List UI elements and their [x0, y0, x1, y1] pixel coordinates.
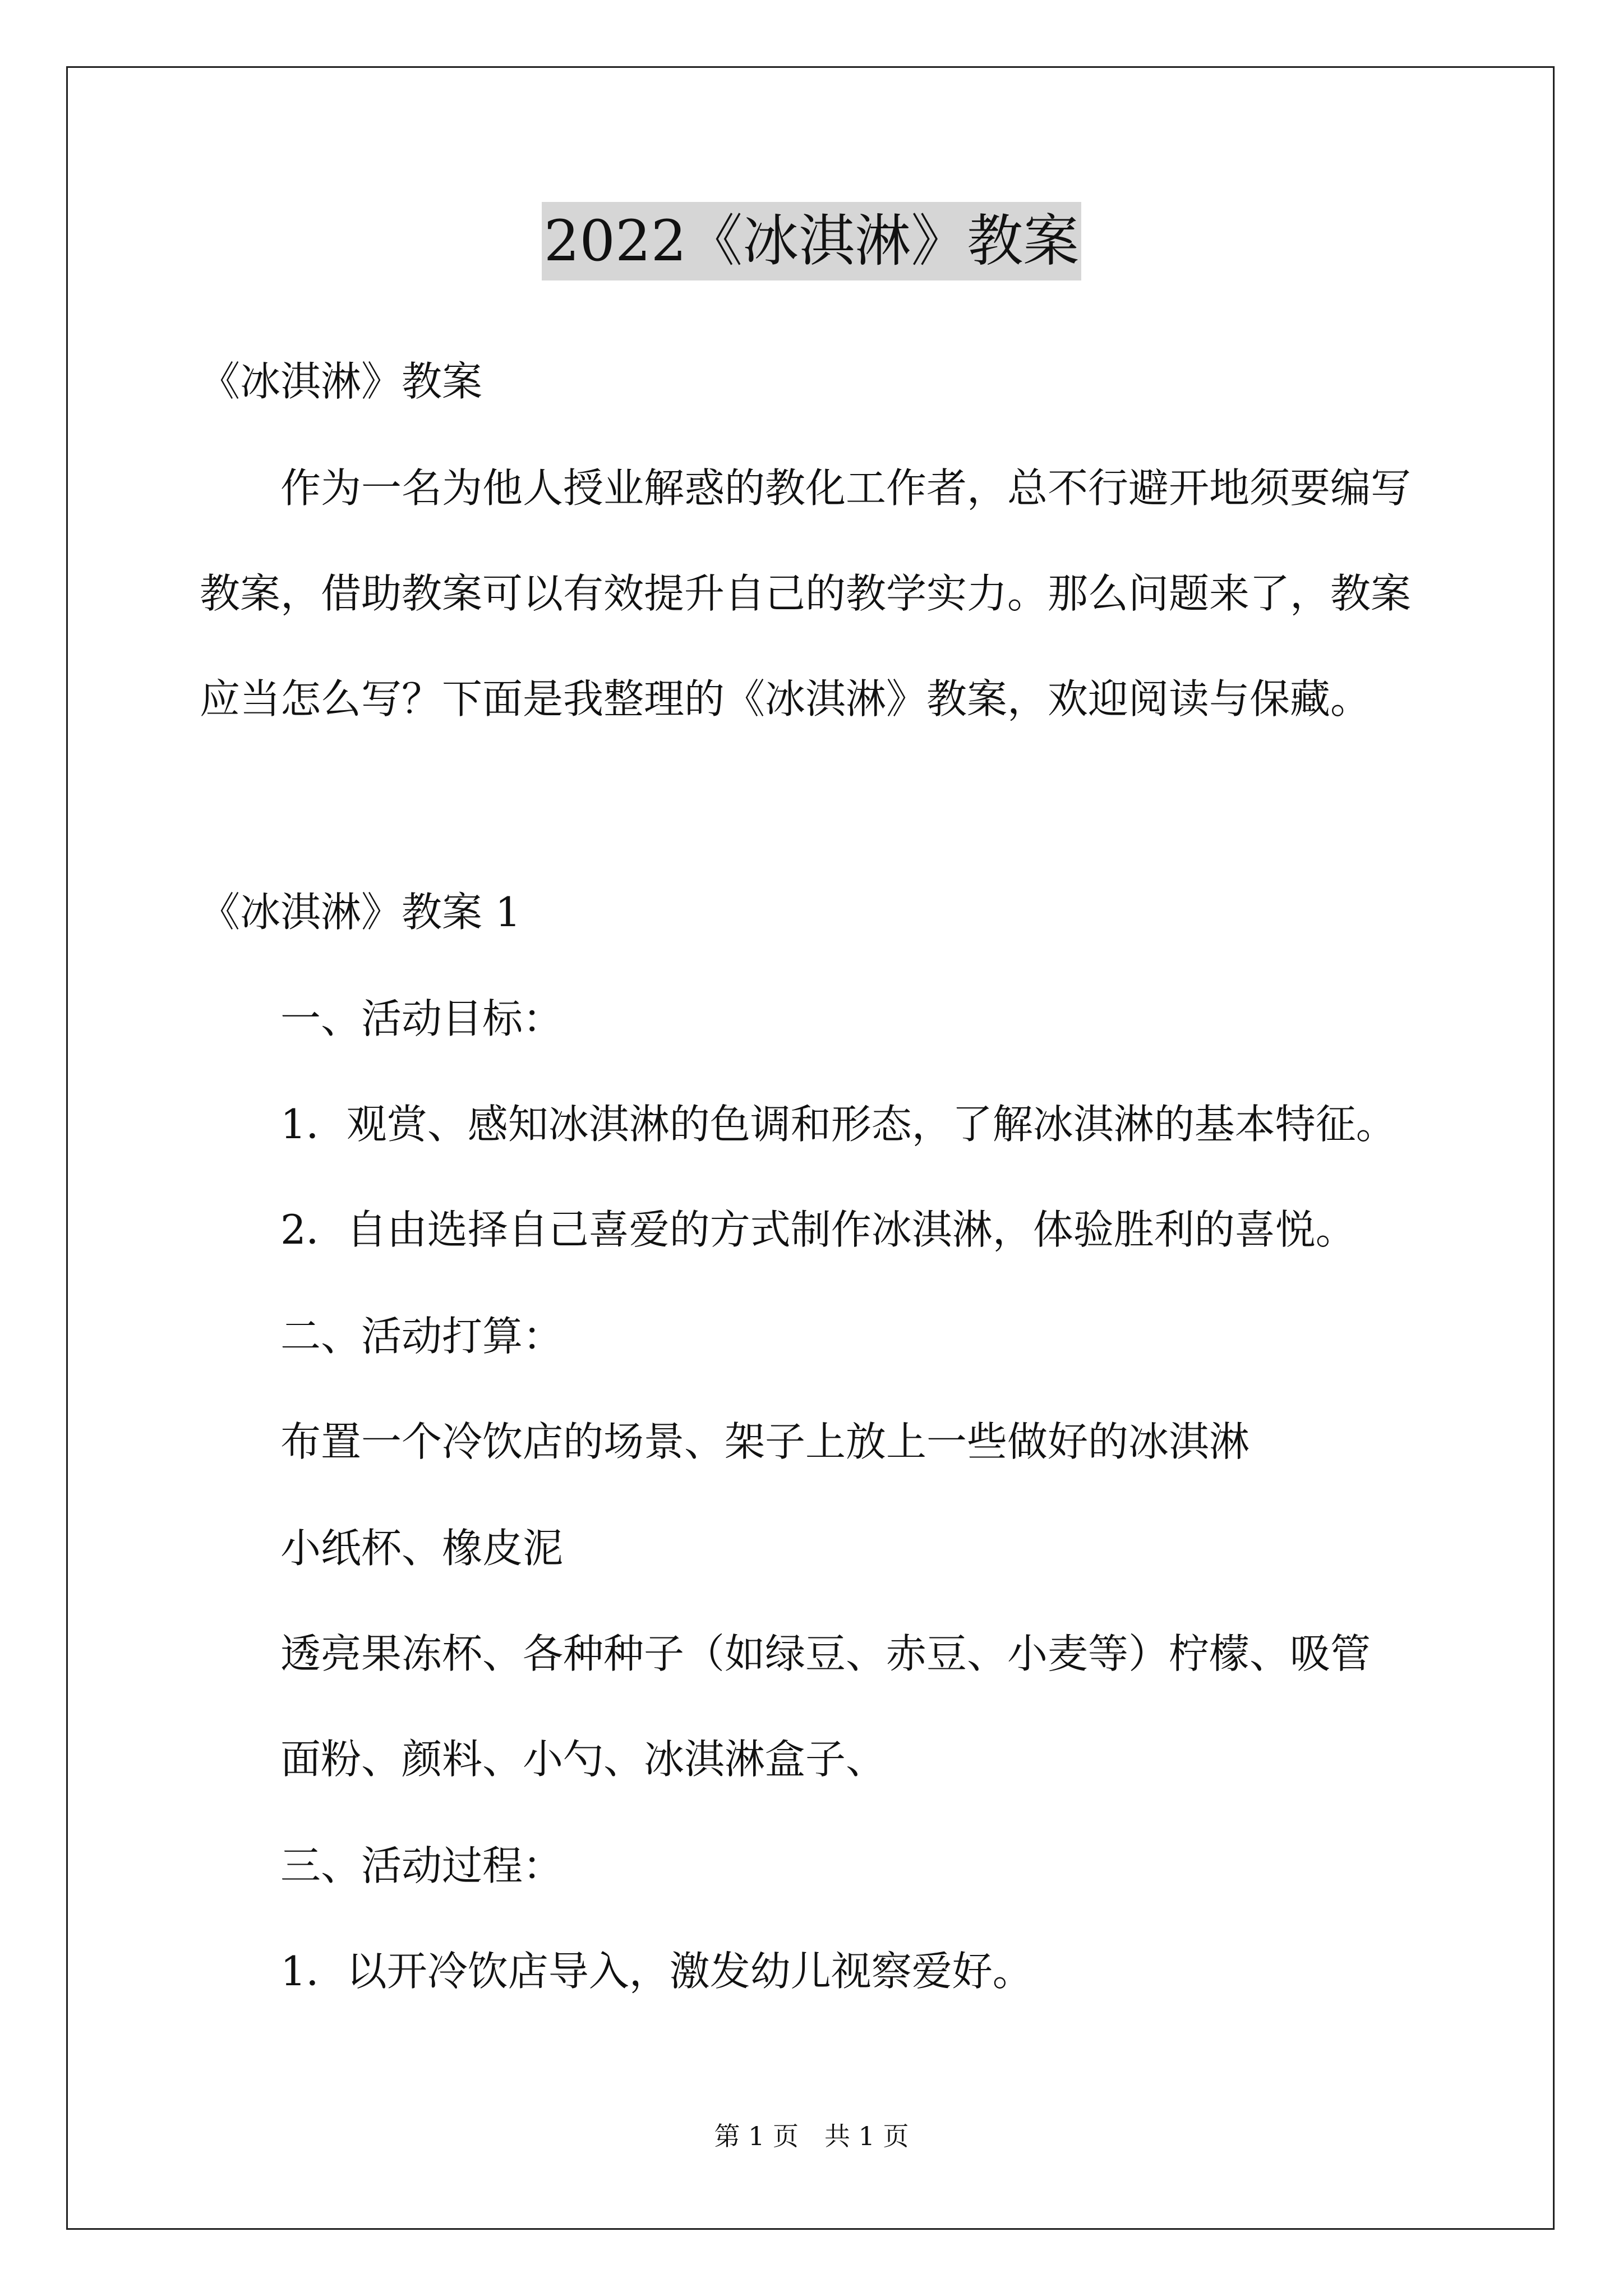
- intro-line-3: 应当怎么写？下面是我整理的《冰淇淋》教案，欢迎阅读与保藏。: [200, 675, 1371, 723]
- preparation-heading: 二、活动打算：: [280, 1313, 564, 1360]
- preparation-item-2: 小纸杯、橡皮泥: [280, 1525, 564, 1572]
- process-heading: 三、活动过程：: [280, 1842, 564, 1889]
- goal-item-1: 1．观赏、感知冰淇淋的色调和形态，了解冰淇淋的基本特征。: [280, 1101, 1396, 1148]
- activity-goals-heading: 一、活动目标：: [280, 995, 564, 1042]
- preparation-item-1: 布置一个冷饮店的场景、架子上放上一些做好的冰淇淋: [280, 1418, 1250, 1465]
- intro-line-1: 作为一名为他人授业解惑的教化工作者，总不行避开地须要编写: [280, 464, 1412, 512]
- preparation-item-3: 透亮果冻杯、各种种子（如绿豆、赤豆、小麦等）柠檬、吸管: [280, 1630, 1371, 1677]
- process-item-1: 1．以开冷饮店导入，激发幼儿视察爱好。: [280, 1948, 1033, 1995]
- goal-item-2: 2．自由选择自己喜爱的方式制作冰淇淋，体验胜利的喜悦。: [280, 1206, 1356, 1253]
- intro-line-2: 教案，借助教案可以有效提升自己的教学实力。那么问题来了，教案: [200, 570, 1412, 617]
- page-footer: 第 1 页 共 1 页: [714, 2121, 909, 2151]
- section-heading: 《冰淇淋》教案 1: [200, 889, 521, 936]
- document-title: 2022《冰淇淋》教案: [542, 202, 1082, 280]
- preparation-item-4: 面粉、颜料、小勺、冰淇淋盒子、: [280, 1736, 887, 1783]
- document-title-wrap: [0, 202, 1623, 280]
- subtitle: 《冰淇淋》教案: [200, 358, 483, 405]
